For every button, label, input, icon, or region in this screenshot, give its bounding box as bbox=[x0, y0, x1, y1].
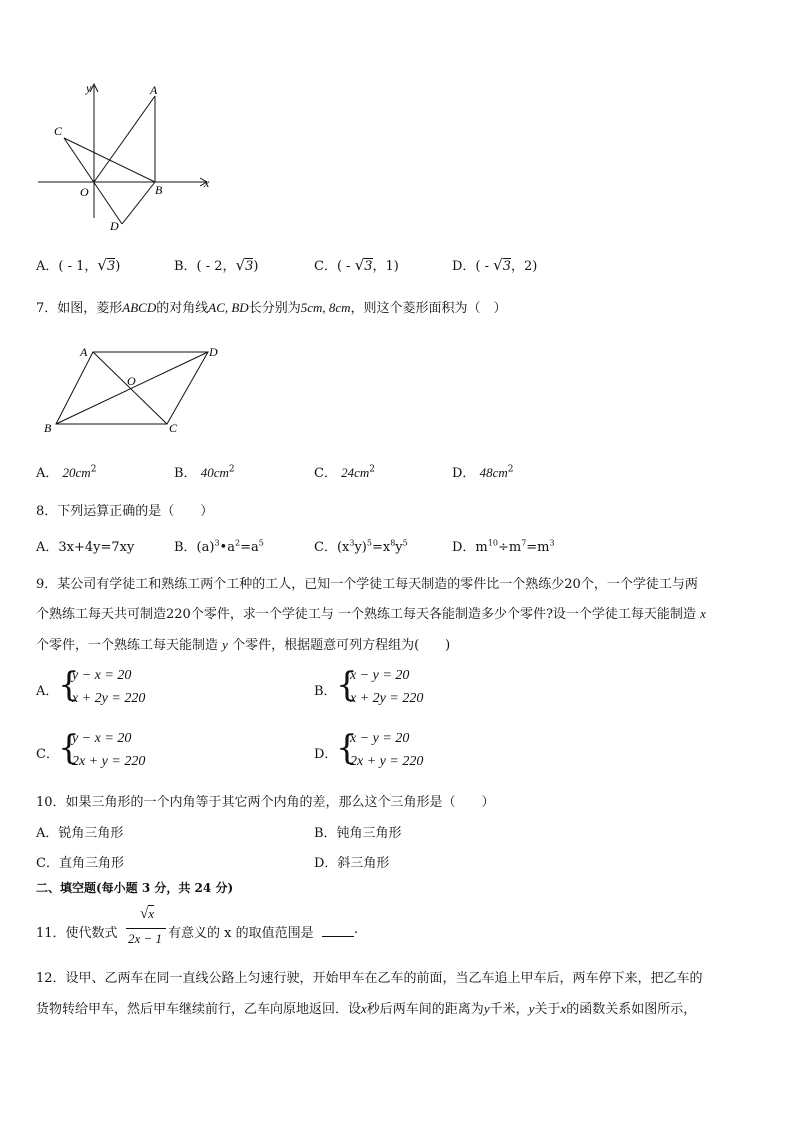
q6-option-a[interactable]: A．( - 1，√3) bbox=[36, 256, 121, 274]
label-B: B bbox=[44, 421, 52, 435]
label-D: D bbox=[110, 219, 119, 233]
diagonal-bd bbox=[56, 352, 208, 424]
label-C: C bbox=[169, 421, 178, 435]
label-O: O bbox=[80, 185, 89, 199]
section-heading: 二、填空题(每小题 3 分，共 24 分) bbox=[36, 881, 234, 895]
label-A: A bbox=[150, 83, 158, 97]
fraction-denominator: 2x − 1 bbox=[128, 931, 163, 946]
q9-option-a[interactable]: A． { y − x = 20 x + 2y = 220 bbox=[36, 665, 146, 706]
q7-option-d[interactable]: D． $48cm^2$ bbox=[452, 464, 514, 481]
q7-option-b[interactable]: B． $40cm^2$ bbox=[174, 464, 235, 481]
answer-blank[interactable] bbox=[322, 936, 354, 937]
q10-option-a[interactable]: A．锐角三角形 bbox=[36, 826, 124, 841]
fraction-bar bbox=[126, 928, 166, 929]
q8-option-d[interactable]: D．$m^{10}\div m^7=m^3$ bbox=[452, 538, 555, 555]
q9-option-b[interactable]: B． { x − y = 20 x + 2y = 220 bbox=[314, 665, 424, 706]
q9-line-1: 9．某公司有学徒工和熟练工两个工种的工人，已知一个学徒工每天制造的零件比一个熟练少20个，一个学徒工与两 bbox=[36, 577, 698, 592]
q7-stem: 7．如图，菱形ABCD的对角线AC, BD长分别为5cm, 8cm，则这个菱形面积为（ ） bbox=[36, 300, 507, 316]
label-D: D bbox=[209, 345, 218, 359]
q9-option-d[interactable]: D． { x − y = 20 2x + y = 220 bbox=[314, 728, 424, 769]
q8-option-b[interactable]: B．$(a)^3•a^2=a^5$ bbox=[174, 538, 264, 555]
rhombus-figure bbox=[38, 342, 228, 438]
q8-option-c[interactable]: C．$(x^3y)^5=x^8y^5$ bbox=[314, 538, 408, 555]
coordinate-figure bbox=[30, 78, 220, 248]
q10-option-c[interactable]: C．直角三角形 bbox=[36, 856, 124, 871]
q10-option-b[interactable]: B．钝角三角形 bbox=[314, 826, 402, 841]
q11: 11．使代数式 √x 2x − 1 有意义的 x 的取值范围是 . bbox=[36, 906, 359, 946]
q12-line-2: 货物转给甲车，然后甲车继续前行，乙车向原地返回．设x秒后两车间的距离为y千米，y关于x的函数关系如图所示， bbox=[36, 1001, 697, 1017]
q7-option-a[interactable]: A． $20cm^2$ bbox=[36, 464, 97, 481]
q10-option-d[interactable]: D．斜三角形 bbox=[314, 856, 390, 871]
q9-line-3: 个零件，一个熟练工每天能制造 y 个零件，根据题意可列方程组为( ) bbox=[36, 637, 451, 653]
label-C: C bbox=[54, 124, 63, 138]
label-O: O bbox=[127, 374, 136, 388]
label-y: y bbox=[86, 81, 92, 95]
q9-option-c[interactable]: C． { y − x = 20 2x + y = 220 bbox=[36, 728, 146, 769]
q8-stem: 8．下列运算正确的是（ ） bbox=[36, 504, 214, 519]
q7-option-c[interactable]: C． $24cm^2$ bbox=[314, 464, 375, 481]
label-B: B bbox=[155, 183, 163, 197]
q6-option-d[interactable]: D．( - √3，2) bbox=[452, 256, 538, 274]
q8-option-a[interactable]: A．3x+4y=7xy bbox=[36, 540, 135, 555]
q10-stem: 10．如果三角形的一个内角等于其它两个内角的差，那么这个三角形是（ ） bbox=[36, 795, 495, 810]
sqrt-sign: √ bbox=[97, 256, 107, 274]
sqrt-sign: √ bbox=[235, 256, 246, 274]
label-A: A bbox=[80, 345, 88, 359]
sqrt-sign: √ bbox=[493, 256, 503, 274]
label-x: x bbox=[204, 176, 210, 190]
q9-line-2: 个熟练工每天共可制造220个零件，求一个学徒工与 一个熟练工每天各能制造多少个零件?设一个学徒工每天能制造 x bbox=[36, 606, 706, 622]
sqrt-sign: √ bbox=[354, 256, 365, 274]
fraction-numerator: √x bbox=[140, 906, 155, 922]
q6-option-b[interactable]: B．( - 2，√3) bbox=[174, 256, 259, 274]
diagonal-ac bbox=[93, 352, 167, 424]
q12-line-1: 12．设甲、乙两车在同一直线公路上匀速行驶，开始甲车在乙车的前面，当乙车追上甲车后，两车停下来，把乙车的 bbox=[36, 971, 703, 986]
q6-option-c[interactable]: C．( - √3，1) bbox=[314, 256, 399, 274]
